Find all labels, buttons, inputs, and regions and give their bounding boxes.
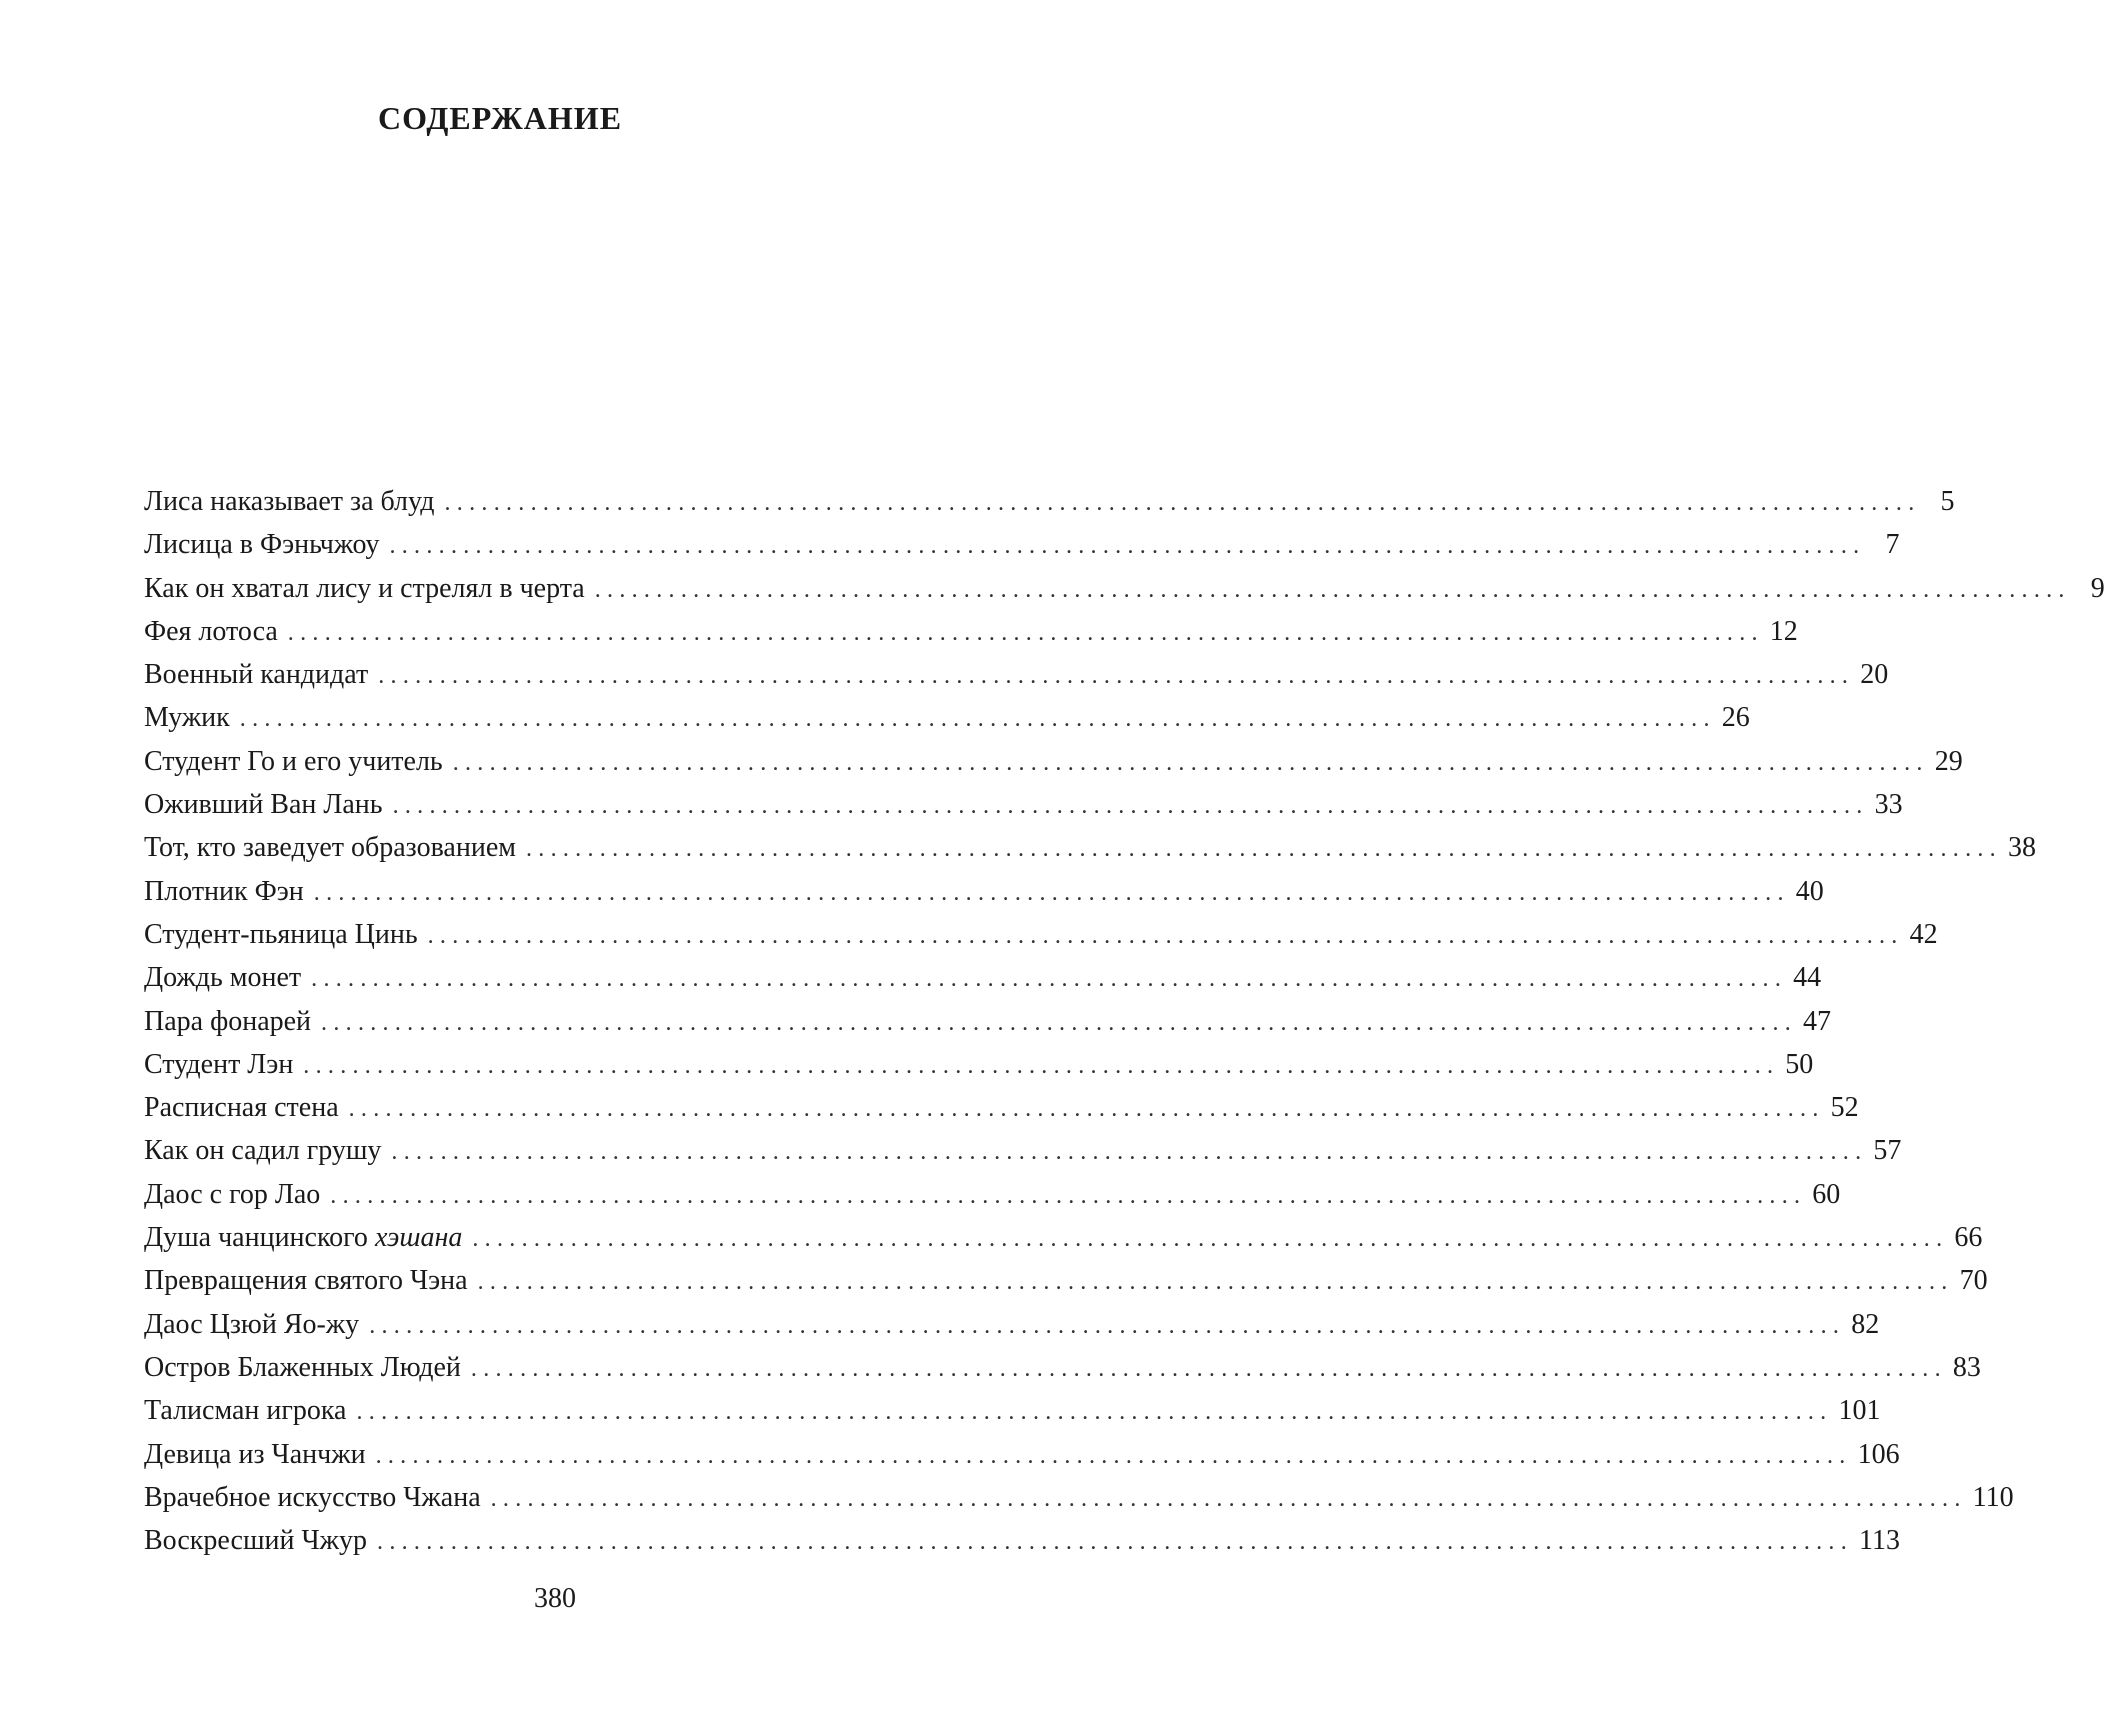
toc-entry-title (144, 1346, 461, 1389)
toc-entry-title-text: Военный кандидат (144, 659, 369, 691)
toc-entry-title (144, 1433, 366, 1476)
toc-entry-page: 38 (2007, 832, 2036, 864)
toc-entry (144, 480, 1955, 523)
toc-dot-leader: ........................................................................................................................ (470, 1355, 1947, 1382)
toc-entry-page: 20 (1860, 659, 1889, 691)
toc-entry-page: 66 (1954, 1222, 1983, 1254)
toc-dot-leader: ........................................................................................................................ (369, 1312, 1846, 1339)
toc-entry-page: 110 (1972, 1481, 2014, 1513)
page-number: 380 (534, 1583, 576, 1614)
toc-entry-page: 29 (1934, 745, 1963, 777)
toc-entry (144, 1216, 1983, 1259)
toc-entry (144, 870, 1824, 913)
toc-entry-page: 9 (2090, 572, 2105, 604)
toc-entry-title-text: Плотник Фэн (144, 875, 304, 907)
toc-entry-title-text: Даос с гор Лао (144, 1178, 321, 1210)
toc-entry-title-text: Оживший Ван Лань (144, 789, 383, 821)
toc-entry-title (144, 523, 379, 566)
toc-dot-leader: ........................................................................................................................ (287, 619, 1764, 646)
toc-entry-title (144, 610, 278, 653)
toc-entry-title-text: Фея лотоса (144, 615, 278, 647)
toc-entry (144, 610, 1798, 653)
toc-entry-title-text: Тот, кто заведует образованием (144, 832, 516, 864)
toc-entry-title-text: Студент Лэн (144, 1048, 294, 1080)
toc-entry-title-text: Студент Го и его учитель (144, 745, 443, 777)
toc-entry-title (144, 1259, 468, 1302)
toc-entry-title-text: Мужик (144, 702, 230, 734)
toc-entry (144, 1433, 1900, 1476)
toc-dot-leader: ........................................................................................................................ (391, 1139, 1868, 1166)
toc-entry-title (144, 1519, 367, 1562)
toc-entry (144, 1389, 1881, 1432)
toc-entry-page: 47 (1803, 1005, 1832, 1037)
toc-entry-page: 50 (1785, 1048, 1814, 1080)
toc-entry-title (144, 1389, 346, 1432)
toc-entry (144, 567, 2105, 610)
toc-entry-page: 52 (1830, 1092, 1859, 1124)
table-of-contents (144, 480, 2105, 1562)
toc-entry (144, 1000, 1832, 1043)
toc-entry-title-text: Студент-пьяница Цинь (144, 918, 418, 950)
toc-entry-title (144, 783, 383, 826)
toc-entry-page: 60 (1812, 1178, 1841, 1210)
toc-dot-leader: ........................................................................................................................ (472, 1226, 1949, 1253)
toc-entry (144, 783, 1903, 826)
toc-entry-page: 113 (1859, 1525, 1900, 1557)
toc-dot-leader: ........................................................................................................................ (594, 576, 2071, 603)
toc-entry (144, 1086, 1859, 1129)
toc-entry (144, 1346, 1981, 1389)
toc-entry-title (144, 913, 418, 956)
toc-entry-title (144, 1476, 481, 1519)
toc-dot-leader: ........................................................................................................................ (525, 836, 2002, 863)
toc-entry-page: 44 (1793, 962, 1822, 994)
toc-entry (144, 740, 1963, 783)
toc-entry-title-text: Талисман игрока (144, 1395, 347, 1427)
toc-entry-title-text: Девица из Чанчжи (144, 1438, 366, 1470)
toc-entry-page: 57 (1873, 1135, 1902, 1167)
toc-entry (144, 956, 1822, 999)
toc-entry-title-text: Душа чанцинского (144, 1222, 368, 1254)
toc-entry-title (144, 1043, 293, 1086)
toc-entry-page: 26 (1721, 702, 1750, 734)
toc-entry-title (144, 696, 230, 739)
toc-entry-page: 83 (1952, 1351, 1981, 1383)
toc-dot-leader: ........................................................................................................................ (356, 1399, 1833, 1426)
toc-dot-leader: ........................................................................................................................ (477, 1269, 1954, 1296)
toc-entry-title-text: Лиса наказывает за блуд (144, 486, 435, 517)
toc-entry (144, 523, 1900, 566)
toc-dot-leader: ........................................................................................................................ (392, 793, 1869, 820)
toc-entry-title (144, 653, 368, 696)
toc-dot-leader: ........................................................................................................................ (427, 922, 1904, 949)
toc-entry-page: 82 (1851, 1308, 1880, 1340)
toc-dot-leader: ........................................................................................................................ (444, 490, 1921, 516)
toc-entry-page: 40 (1795, 875, 1824, 907)
toc-entry (144, 653, 1889, 696)
toc-entry (144, 1259, 1988, 1302)
toc-entry (144, 1519, 1900, 1562)
toc-dot-leader: ........................................................................................................................ (321, 1009, 1798, 1036)
toc-dot-leader: ........................................................................................................................ (330, 1182, 1807, 1209)
toc-entry-page: 5 (1940, 486, 1955, 517)
toc-dot-leader: ........................................................................................................................ (389, 533, 1866, 560)
toc-entry-title-text: Лисица в Фэньчжоу (144, 529, 380, 561)
toc-entry-title-italic: хэшана (374, 1222, 463, 1254)
toc-entry (144, 1303, 1880, 1346)
toc-entry (144, 1129, 1902, 1172)
toc-entry-title-text: Дождь монет (144, 962, 302, 994)
toc-entry-title-text: Остров Блаженных Людей (144, 1351, 461, 1383)
toc-entry-title-text: Врачебное искусство Чжана (144, 1481, 481, 1513)
toc-dot-leader: ........................................................................................................................ (303, 1052, 1780, 1079)
toc-dot-leader: ........................................................................................................................ (239, 706, 1716, 733)
toc-entry (144, 1043, 1814, 1086)
toc-dot-leader: ........................................................................................................................ (490, 1485, 1967, 1512)
toc-dot-leader: ........................................................................................................................ (311, 966, 1788, 993)
toc-entry-title-text: Как он садил грушу (144, 1135, 382, 1167)
toc-entry-title-text: Как он хватал лису и стрелял в черта (144, 572, 585, 604)
toc-entry-title-text: Воскресший Чжур (144, 1525, 368, 1557)
toc-entry-page: 70 (1959, 1265, 1988, 1297)
toc-entry-title (144, 567, 585, 610)
toc-entry-title-text: Даос Цзюй Яо-жу (144, 1308, 360, 1340)
toc-entry-title (144, 1000, 311, 1043)
toc-dot-leader: ........................................................................................................................ (348, 1096, 1825, 1123)
toc-entry-title-text: Превращения святого Чэна (144, 1265, 468, 1297)
toc-entry-title (144, 1129, 381, 1172)
toc-dot-leader: ........................................................................................................................ (452, 749, 1929, 776)
toc-entry-page: 33 (1874, 789, 1903, 821)
toc-entry-page: 42 (1909, 918, 1938, 950)
toc-entry-title (144, 1086, 339, 1129)
toc-entry-page: 12 (1769, 615, 1798, 647)
toc-entry-title (144, 870, 304, 913)
toc-entry (144, 826, 2036, 869)
toc-entry-title (144, 480, 435, 523)
toc-entry-page: 106 (1857, 1438, 1900, 1470)
toc-entry-title (144, 826, 516, 869)
toc-dot-leader: ........................................................................................................................ (313, 879, 1790, 906)
toc-entry-title (144, 1216, 462, 1259)
toc-entry-page: 101 (1838, 1395, 1881, 1427)
toc-entry (144, 696, 1750, 739)
toc-entry-title (144, 956, 301, 999)
toc-dot-leader: ........................................................................................................................ (378, 663, 1855, 690)
toc-dot-leader: ........................................................................................................................ (377, 1529, 1854, 1556)
toc-dot-leader: ........................................................................................................................ (375, 1442, 1852, 1469)
toc-entry-title-text: Расписная стена (144, 1092, 339, 1124)
toc-entry (144, 1173, 1841, 1216)
toc-entry-title (144, 740, 443, 783)
toc-entry (144, 913, 1938, 956)
toc-entry (144, 1476, 2014, 1519)
toc-entry-title-text: Пара фонарей (144, 1005, 312, 1037)
page-title: СОДЕРЖАНИЕ (377, 100, 623, 136)
toc-entry-title (144, 1303, 359, 1346)
toc-entry-page: 7 (1885, 529, 1900, 561)
toc-entry-title (144, 1173, 320, 1216)
